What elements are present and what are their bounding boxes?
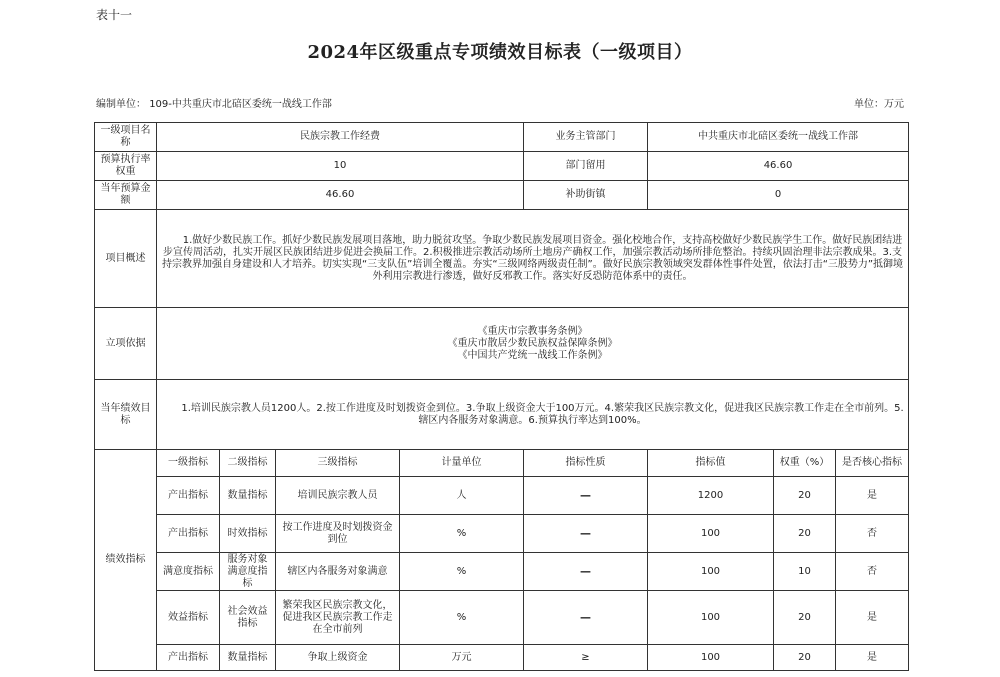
- overview-paragraph: 1.做好少数民族工作。抓好少数民族发展项目落地，助力脱贫攻坚。争取少数民族发展项目资金。强化校地合作，支持高校做好少数民族学生工作。做好民族团结进步宣传周活动，扎实开展区民族团结进步促进会换届工作。2.积极推进宗教活动场所土地房产确权工作，加强宗教活动场所排危整治。持续巩固治理非法宗教成果。3.支持宗教界加强自身建设和人才培养。切实实现“三支队伍”培训全覆盖。夯实“三级网络两级责任制”。做好民族宗教领域突发群体性事件处置，依法打击“三股势力”抵御境外利用宗教进行渗透，做好反邪教工作。落实好反恐防范体系中的责任。: [161, 234, 904, 282]
- unit-label: 单位：万元: [854, 99, 904, 110]
- goal-paragraph: 1.培训民族宗教人员1200人。2.按工作进度及时划拨资金到位。3.争取上级资金大于100万元。4.繁荣我区民族宗教文化，促进我区民族宗教工作走在全市前列。5.辖区内各服务对象满意。6.预算执行率达到100%。: [181, 402, 904, 426]
- project-name-label: 一级项目名称: [95, 123, 157, 152]
- basis-list: [157, 308, 909, 380]
- project-name-value: 民族宗教工作经费: [157, 123, 524, 152]
- reserve-label: 部门留用: [524, 152, 648, 181]
- dept-value: 中共重庆市北碚区委统一战线工作部: [648, 123, 909, 152]
- subsidy-value: 0: [648, 181, 909, 210]
- indicator-core: 是: [836, 477, 909, 515]
- weight-value: 10: [157, 152, 524, 181]
- basis-item: 《中国共产党统一战线工作条例》: [457, 349, 608, 361]
- overview-text: [157, 210, 909, 308]
- header-level3: 三级指标: [276, 450, 400, 477]
- budget-value: 46.60: [157, 181, 524, 210]
- indicator-row: [95, 515, 909, 553]
- header-nature: 指标性质: [524, 450, 648, 477]
- indicator-nature: —: [524, 477, 648, 515]
- indicator-l2: 社会效益指标: [220, 591, 276, 645]
- header-weight: 权重（%）: [774, 450, 836, 477]
- indicator-value: 100: [648, 645, 774, 671]
- row-overview: [95, 210, 909, 308]
- indicator-row: [95, 477, 909, 515]
- subsidy-label: 补助街镇: [524, 181, 648, 210]
- indicator-nature: —: [524, 553, 648, 591]
- goal-label: 当年绩效目标: [95, 380, 157, 450]
- indicator-header-row: [95, 450, 909, 477]
- indicator-nature: ≥: [524, 645, 648, 671]
- indicator-l2: 数量指标: [220, 645, 276, 671]
- indicator-row: [95, 645, 909, 671]
- page-label: 表十一: [96, 8, 133, 22]
- indicator-l1: 产出指标: [157, 477, 220, 515]
- header-value: 指标值: [648, 450, 774, 477]
- indicators-section-label: 绩效指标: [95, 450, 157, 671]
- indicator-l3: 繁荣我区民族宗教文化，促进我区民族宗教工作走在全市前列: [276, 591, 400, 645]
- row-goal: [95, 380, 909, 450]
- row-project-name: [95, 123, 909, 152]
- basis-item: 《重庆市宗教事务条例》: [477, 325, 588, 337]
- overview-label: 项目概述: [95, 210, 157, 308]
- indicator-core: 是: [836, 645, 909, 671]
- header-level2: 二级指标: [220, 450, 276, 477]
- dept-label: 业务主管部门: [524, 123, 648, 152]
- performance-table: [94, 122, 909, 671]
- indicator-unit: 万元: [400, 645, 524, 671]
- indicator-unit: 人: [400, 477, 524, 515]
- org-line: [96, 95, 332, 110]
- row-weight: [95, 152, 909, 181]
- indicator-core: 是: [836, 591, 909, 645]
- header-core: 是否核心指标: [836, 450, 909, 477]
- weight-label: 预算执行率权重: [95, 152, 157, 181]
- indicator-weight: 20: [774, 515, 836, 553]
- indicator-value: 100: [648, 515, 774, 553]
- indicator-nature: —: [524, 591, 648, 645]
- basis-label: 立项依据: [95, 308, 157, 380]
- reserve-value: 46.60: [648, 152, 909, 181]
- goal-text: [157, 380, 909, 450]
- indicator-l1: 产出指标: [157, 515, 220, 553]
- row-budget: [95, 181, 909, 210]
- row-basis: [95, 308, 909, 380]
- indicator-core: 否: [836, 515, 909, 553]
- indicator-value: 1200: [648, 477, 774, 515]
- indicator-row: [95, 591, 909, 645]
- header-level1: 一级指标: [157, 450, 220, 477]
- indicator-l1: 满意度指标: [157, 553, 220, 591]
- indicator-unit: %: [400, 591, 524, 645]
- indicator-value: 100: [648, 591, 774, 645]
- org-label: 编制单位：: [96, 99, 146, 110]
- indicator-weight: 20: [774, 645, 836, 671]
- budget-label: 当年预算金额: [95, 181, 157, 210]
- indicator-row: [95, 553, 909, 591]
- org-value: 109-中共重庆市北碚区委统一战线工作部: [149, 99, 332, 110]
- indicator-l1: 效益指标: [157, 591, 220, 645]
- indicator-l2: 数量指标: [220, 477, 276, 515]
- indicator-l2: 服务对象满意度指标: [220, 553, 276, 591]
- indicator-unit: %: [400, 553, 524, 591]
- indicator-weight: 10: [774, 553, 836, 591]
- basis-item: 《重庆市散居少数民族权益保障条例》: [447, 337, 618, 349]
- indicator-l3: 按工作进度及时划拨资金到位: [276, 515, 400, 553]
- indicator-core: 否: [836, 553, 909, 591]
- header-unit: 计量单位: [400, 450, 524, 477]
- indicator-unit: %: [400, 515, 524, 553]
- indicator-value: 100: [648, 553, 774, 591]
- indicator-nature: —: [524, 515, 648, 553]
- indicator-weight: 20: [774, 591, 836, 645]
- indicator-l3: 培训民族宗教人员: [276, 477, 400, 515]
- indicator-l2: 时效指标: [220, 515, 276, 553]
- indicator-weight: 20: [774, 477, 836, 515]
- indicator-l1: 产出指标: [157, 645, 220, 671]
- indicator-l3: 辖区内各服务对象满意: [276, 553, 400, 591]
- page-title: 2024年区级重点专项绩效目标表（一级项目）: [307, 42, 693, 63]
- indicator-l3: 争取上级资金: [276, 645, 400, 671]
